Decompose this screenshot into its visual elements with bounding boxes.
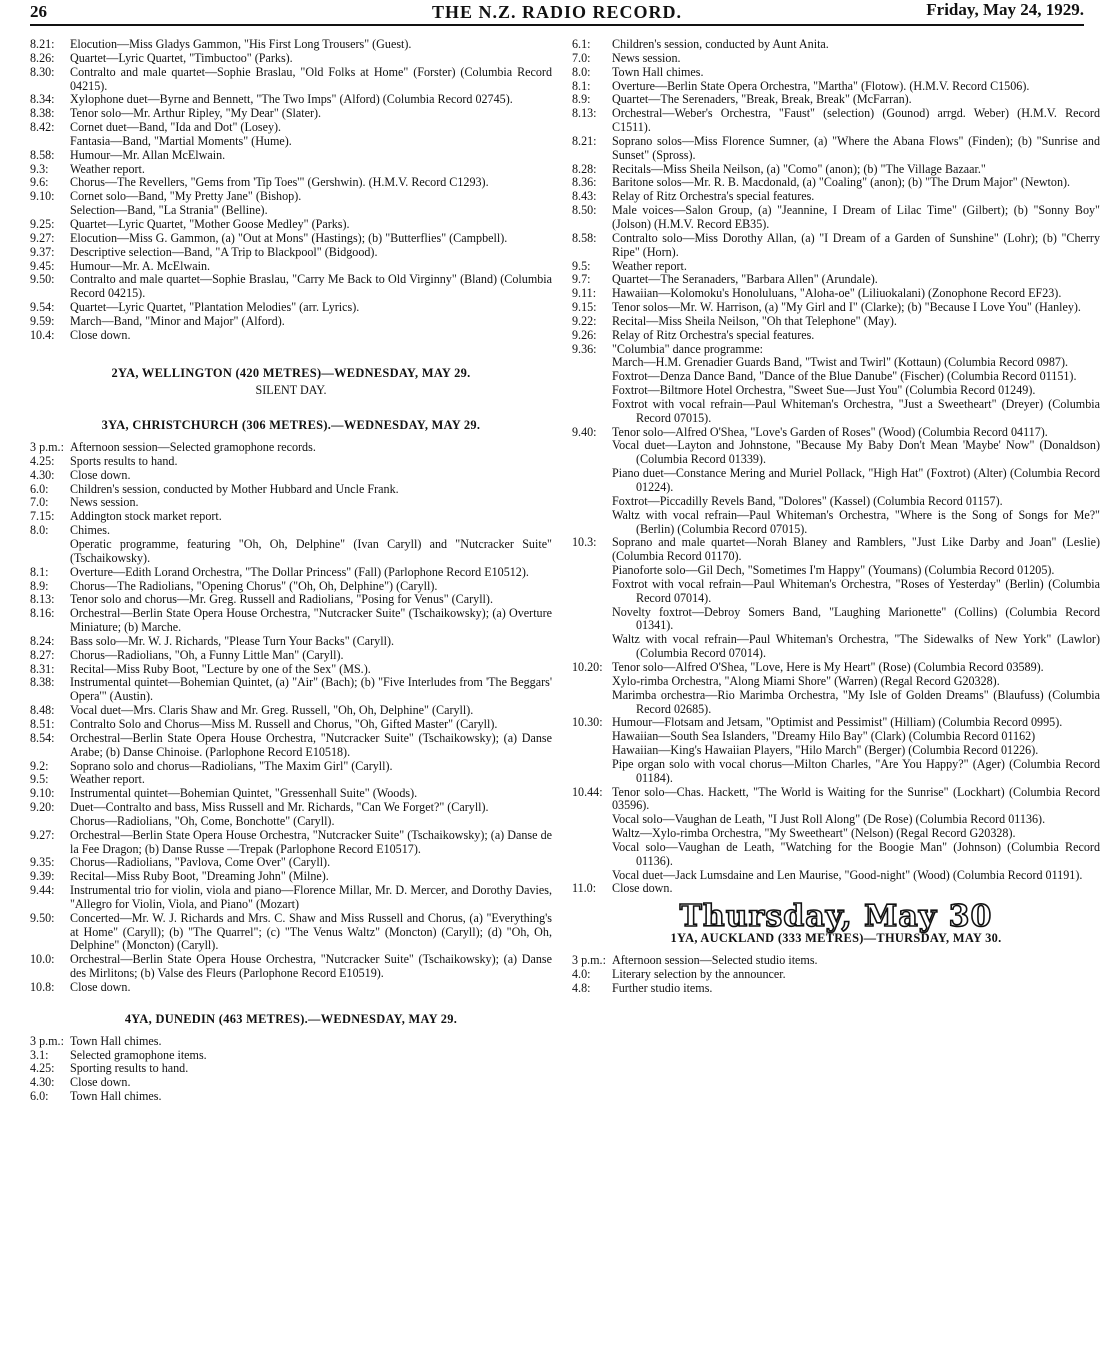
entry-text: Contralto and male quartet—Sophie Braslau, "Old Folks at Home" (Forster) (Columbia Record 04215). [70, 64, 552, 93]
schedule-entry [30, 190, 552, 204]
entry-text: Soprano solo and chorus—Radiolians, "The Maxim Girl" (Caryll). [70, 758, 393, 773]
entry-time: 9.2: [30, 758, 49, 773]
after-1030-list [572, 730, 1100, 785]
schedule-subentry: Hawaiian—South Sea Islanders, "Dreamy Hilo Bay" (Clark) (Columbia Record 01162) [612, 729, 1036, 744]
entry-time: 8.21: [30, 37, 55, 51]
schedule-subentry: Pianoforte solo—Gil Dech, "Sometimes I'm Happy" (Youmans) (Columbia Record 01205). [612, 563, 1055, 578]
entry-time: 3 p.m.: [30, 440, 64, 455]
schedule-entry [30, 787, 552, 801]
entry-text: Chorus—The Radiolians, "Opening Chorus" ("Oh, Oh, Delphine") (Caryll). [70, 578, 438, 593]
entry-time: 8.0: [30, 523, 49, 538]
entry-text: Quartet—Lyric Quartet, "Plantation Melodies" (arr. Lyrics). [70, 300, 360, 315]
entry-time: 9.25: [30, 216, 55, 231]
entry-text: Relay of Ritz Orchestra's special features. [612, 327, 815, 342]
schedule-entry [30, 649, 552, 663]
entry-time: 4.30: [30, 467, 55, 482]
entry-1020 [572, 661, 1100, 675]
schedule-entry [30, 607, 552, 635]
entry-time: 8.54: [30, 730, 55, 745]
entry-text: Vocal duet—Mrs. Claris Shaw and Mr. Greg. Russell, "Oh, Oh, Delphine" (Caryll). [70, 703, 474, 718]
schedule-entry [572, 426, 1100, 440]
entry-time: 8.9: [572, 92, 591, 107]
entry-time: 3 p.m.: [30, 1033, 64, 1048]
schedule-entry [30, 566, 552, 580]
schedule-subentry: Vocal duet—Layton and Johnstone, "Because My Baby Don't Mean 'Maybe' Now" (Donaldson) (Columbia Record 01339). [612, 438, 1100, 467]
entry-time: 9.3: [30, 161, 49, 176]
schedule-entry [572, 107, 1100, 135]
dunedin-heading: 4YA, DUNEDIN (463 METRES).—WEDNESDAY, MAY 29. [124, 1011, 458, 1026]
entry-time: 10.44: [572, 784, 603, 799]
entry-text: Orchestral—Berlin State Opera House Orchestra, "Nutcracker Suite" (Tschaikowsky); (a) Danse de la Fee Dragon; (b) Danse Russe —Trepak (Parlophone Record E10517). [70, 827, 552, 856]
entry-time: 4.0: [572, 966, 591, 981]
entry-time: 9.44: [30, 883, 55, 898]
entry-text: Fantasia—Band, "Martial Moments" (Hume). [70, 133, 292, 148]
schedule-entry [30, 121, 552, 135]
entry-time: 4.8: [572, 980, 591, 995]
entry-text: Overture—Edith Lorand Orchestra, "The Dollar Princess" (Fall) (Parlophone Record E10512). [70, 564, 529, 579]
schedule-entry [572, 343, 1100, 357]
entry-text: Overture—Berlin State Opera Orchestra, "Martha" (Flotow). (H.M.V. Record C1506). [612, 78, 1030, 93]
schedule-entry [30, 884, 552, 912]
entry-text: Quartet—The Seranaders, "Barbara Allen" (Arundale). [612, 272, 878, 287]
schedule-entry [30, 856, 552, 870]
schedule-subentry: Xylo-rimba Orchestra, "Along Miami Shore" (Warren) (Regal Record G20328). [612, 673, 1000, 688]
schedule-entry [30, 704, 552, 718]
entry-text: Recital—Miss Sheila Neilson, "Oh that Telephone" (May). [612, 313, 897, 328]
schedule-entry [572, 315, 1100, 329]
entry-time: 8.38: [30, 675, 55, 690]
schedule-entry [30, 663, 552, 677]
wellington-note: SILENT DAY. [255, 383, 327, 398]
schedule-entry [30, 870, 552, 884]
entry-text: Town Hall chimes. [70, 1033, 162, 1048]
entry-text: Soprano and male quartet—Norah Blaney and Ramblers, "Just Like Darby and Joan" (Leslie) (Columbia Record 01170). [612, 535, 1100, 564]
entry-time: 8.21: [572, 133, 597, 148]
entry-text: Humour—Mr. Allan McElwain. [70, 147, 226, 162]
columbia-list [572, 356, 1100, 425]
entry-text: Close down. [612, 881, 673, 896]
entry-text: Selection—Band, "La Strania" (Belline). [70, 203, 268, 218]
schedule-entry [30, 760, 552, 774]
schedule-entry [30, 524, 552, 538]
entry-time: 9.37: [30, 244, 55, 259]
entry-text: Recital—Miss Ruby Boot, "Lecture by one of the Sex" (MS.). [70, 661, 371, 676]
schedule-subentry: Waltz—Xylo-rimba Orchestra, "My Sweetheart" (Nelson) (Regal Record G20328). [612, 826, 1016, 841]
entry-text: Close down. [70, 980, 131, 994]
schedule-subentry: Marimba orchestra—Rio Marimba Orchestra, "My Isle of Golden Dreams" (Blaufuss) (Columbia Record 02685). [612, 687, 1100, 716]
schedule-entry [572, 287, 1100, 301]
schedule-subentry: Foxtrot—Denza Dance Band, "Dance of the Blue Danube" (Fischer) (Columbia Record 01151). [612, 369, 1077, 384]
schedule-entry [572, 786, 1100, 814]
entry-time: 8.13: [572, 106, 597, 121]
schedule-subentry: Foxtrot with vocal refrain—Paul Whiteman's Orchestra, "Roses of Yesterday" (Berlin) (Columbia Record 07014). [612, 576, 1100, 605]
entry-text: Chorus—Radiolians, "Oh, Come, Bonchotte" (Caryll). [70, 813, 335, 828]
entry-text: Contralto Solo and Chorus—Miss M. Russell and Chorus, "Oh, Gifted Master" (Caryll). [70, 716, 498, 731]
entry-time: 9.22: [572, 313, 597, 328]
right-top-list [572, 38, 1100, 356]
entry-text: Children's session, conducted by Mother Hubbard and Uncle Frank. [70, 481, 399, 496]
entry-time: 8.34: [30, 92, 55, 107]
entry-time: 3 p.m.: [572, 953, 606, 967]
schedule-entry [30, 1062, 552, 1076]
entry-text: Humour—Flotsam and Jetsam, "Optimist and Pessimist" (Hilliam) (Columbia Record 0995). [612, 715, 1063, 730]
entry-time: 9.26: [572, 327, 597, 342]
entry-text: Sporting results to hand. [70, 1061, 189, 1076]
schedule-entry [572, 66, 1100, 80]
entry-text: Chorus—The Revellers, "Gems from 'Tip Toes'" (Gershwin). (H.M.V. Record C1293). [70, 175, 489, 190]
entry-text: Town Hall chimes. [70, 1089, 162, 1104]
entry-time: 9.27: [30, 827, 55, 842]
schedule-entry [30, 273, 552, 301]
schedule-entry [30, 718, 552, 732]
auckland-list [572, 954, 1100, 996]
entry-time: 9.5: [30, 772, 49, 787]
schedule-entry [572, 93, 1100, 107]
entry-text: Orchestral—Berlin State Opera House Orchestra, "Nutcracker Suite" (Tschaikowsky); (a) Danse Arabe; (b) Danse Chinoise. (Parlophone Record E10518). [70, 730, 552, 759]
entry-text: Elocution—Miss G. Gammon, (a) "Out at Mons" (Hastings); (b) "Butterflies" (Campbell). [70, 230, 508, 245]
page-number: 26 [30, 2, 47, 21]
entry-time: 4.25: [30, 453, 55, 468]
schedule-subentry: March—H.M. Grenadier Guards Band, "Twist and Twirl" (Kottaun) (Columbia Record 0987). [612, 355, 1069, 370]
entry-text: Weather report. [70, 772, 145, 787]
schedule-entry [572, 135, 1100, 163]
schedule-entry [572, 190, 1100, 204]
entry-time: 8.58: [30, 147, 55, 162]
entry-text: Weather report. [612, 258, 687, 273]
schedule-entry [30, 135, 552, 149]
entry-time: 8.50: [572, 203, 597, 218]
schedule-entry [572, 882, 1100, 896]
entry-text: Instrumental quintet—Bohemian Quintet, "Gressenhall Suite" (Woods). [70, 786, 418, 801]
entry-text: News session. [612, 50, 681, 65]
after-1044-list [572, 813, 1100, 882]
schedule-entry [30, 676, 552, 704]
after-940-list [572, 439, 1100, 536]
schedule-entry [30, 38, 552, 52]
left-column [30, 38, 552, 1104]
schedule-entry [30, 329, 552, 343]
entry-text: Afternoon session—Selected studio items. [612, 953, 818, 967]
schedule-entry [30, 538, 552, 566]
entry-time: 9.20: [30, 800, 55, 815]
entry-time: 8.28: [572, 161, 597, 176]
entry-text: Addington stock market report. [70, 509, 222, 524]
entry-text: Tenor solo—Alfred O'Shea, "Love's Garden of Roses" (Wood) (Columbia Record 04117). [612, 424, 1048, 439]
entry-103 [572, 536, 1100, 564]
issue-date: Friday, May 24, 1929. [926, 0, 1084, 19]
auckland-heading: 1YA, AUCKLAND (333 METRES)—THURSDAY, MAY 30. [670, 931, 1002, 946]
schedule-entry [30, 801, 552, 815]
entry-time: 9.10: [30, 189, 55, 204]
entry-text: Contralto and male quartet—Sophie Braslau, "Carry Me Back to Old Virginny" (Bland) (Columbia Record 04215). [70, 272, 552, 301]
entry-text: Contralto solo—Miss Dorothy Allan, (a) "I Dream of a Garden of Sunshine" (Lohr); (b) "Cherry Ripe" (Horn). [612, 230, 1100, 259]
schedule-entry [572, 329, 1100, 343]
entry-time: 10.4: [30, 327, 55, 342]
schedule-entry [30, 510, 552, 524]
entry-time: 6.0: [30, 1089, 49, 1104]
entry-text: Quartet—The Serenaders, "Break, Break, Break" (McFarran). [612, 92, 912, 107]
entry-time: 8.58: [572, 230, 597, 245]
entry-time: 6.0: [30, 481, 49, 496]
entry-time: 9.50: [30, 910, 55, 925]
entry-time: 8.36: [572, 175, 597, 190]
entry-text: Chorus—Radiolians, "Oh, a Funny Little Man" (Caryll). [70, 647, 344, 662]
entry-text: Baritone solos—Mr. R. B. Macdonald, (a) "Coaling" (anon); (b) "The Drum Major" (Newton). [612, 175, 1071, 190]
schedule-entry [572, 716, 1100, 730]
entry-time: 9.39: [30, 869, 55, 884]
entry-time: 4.30: [30, 1075, 55, 1090]
entry-text: March—Band, "Minor and Major" (Alford). [70, 313, 285, 328]
entry-text: Tenor solo—Alfred O'Shea, "Love, Here is My Heart" (Rose) (Columbia Record 03589). [612, 659, 1044, 674]
entry-time: 9.5: [572, 258, 591, 273]
schedule-entry [30, 1090, 552, 1104]
schedule-subentry: Vocal solo—Vaughan de Leath, "Watching for the Boogie Man" (Johnson) (Columbia Record 01136). [612, 839, 1100, 868]
wellington-heading: 2YA, WELLINGTON (420 METRES)—WEDNESDAY, MAY 29. [111, 365, 471, 380]
page-header [30, 0, 1084, 26]
entry-time: 7.0: [30, 495, 49, 510]
schedule-entry [30, 593, 552, 607]
entry-time: 7.15: [30, 509, 55, 524]
entry-time: 8.31: [30, 661, 55, 676]
schedule-entry [30, 953, 552, 981]
entry-text: Weather report. [70, 161, 145, 176]
entry-text: Close down. [70, 327, 131, 342]
entry-110 [572, 882, 1100, 896]
schedule-subentry: Waltz with vocal refrain—Paul Whiteman's Orchestra, "Where is the Song of Songs for Me?" (Berlin) (Columbia Record 07015). [612, 507, 1100, 536]
entry-time: 9.15: [572, 300, 597, 315]
left-top-list [30, 38, 552, 343]
schedule-subentry: Piano duet—Constance Mering and Muriel Pollack, "High Hat" (Foxtrot) (Alter) (Columbia Record 01224). [612, 466, 1100, 494]
schedule-entry [30, 204, 552, 218]
entry-text: Relay of Ritz Orchestra's special features. [612, 189, 815, 204]
entry-text: Sports results to hand. [70, 453, 178, 468]
entry-text: Literary selection by the announcer. [612, 966, 786, 981]
entry-time: 9.40: [572, 424, 597, 439]
entry-text: Instrumental quintet—Bohemian Quintet, (a) "Air" (Bach); (b) "Five Interludes from 'The Beggars' Opera'" (Austin). [70, 675, 552, 704]
after-1020-list [572, 675, 1100, 717]
schedule-entry [30, 773, 552, 787]
entry-text: Recitals—Miss Sheila Neilson, (a) "Como" (anon); (b) "The Village Bazaar." [612, 161, 986, 176]
schedule-entry [572, 982, 1100, 996]
entry-time: 11.0: [572, 881, 597, 896]
entry-text: Instrumental trio for violin, viola and piano—Florence Millar, Mr. D. Mercer, and Dorothy Davies, "Allegro for Violin, Viola, and Piano" (Mozart) [70, 883, 552, 911]
thursday-title: Thursday, May 30 [679, 899, 993, 935]
entry-time: 8.42: [30, 120, 55, 135]
entry-text: Orchestral—Berlin State Opera House Orchestra, "Nutcracker Suite" (Tschaikowsky); (a) Overture Miniature; (b) Marche. [70, 606, 552, 635]
schedule-entry [30, 635, 552, 649]
entry-text: Humour—Mr. A. McElwain. [70, 258, 211, 273]
entry-time: 10.20: [572, 659, 603, 674]
entry-time: 8.51: [30, 716, 55, 731]
entry-time: 9.59: [30, 313, 55, 328]
schedule-entry [572, 536, 1100, 564]
schedule-subentry: Foxtrot with vocal refrain—Paul Whiteman's Orchestra, "Just a Sweetheart" (Dreyer) (Columbia Record 07015). [612, 396, 1100, 425]
entry-text: Quartet—Lyric Quartet, "Mother Goose Medley" (Parks). [70, 216, 350, 231]
entry-time: 9.54: [30, 300, 55, 315]
schedule-entry [572, 273, 1100, 287]
entry-text: Tenor solos—Mr. W. Harrison, (a) "My Girl and I" (Clarke); (b) "Because I Love You" (Hanley). [612, 300, 1081, 315]
entry-time: 10.3: [572, 535, 597, 550]
schedule-entry [30, 815, 552, 829]
entry-text: Afternoon session—Selected gramophone records. [70, 440, 316, 455]
schedule-entry [30, 580, 552, 594]
schedule-entry [30, 469, 552, 483]
entry-text: Duet—Contralto and bass, Miss Russell and Mr. Richards, "Can We Forget?" (Caryll). [70, 800, 489, 815]
entry-text: Tenor solo and chorus—Mr. Greg. Russell and Radiolians, "Posing for Venus" (Caryll). [70, 592, 493, 607]
entry-time: 7.0: [572, 50, 591, 65]
entry-text: Xylophone duet—Byrne and Bennett, "The Two Imps" (Alford) (Columbia Record 02745). [70, 92, 513, 107]
schedule-entry [30, 176, 552, 190]
entry-time: 8.38: [30, 106, 55, 121]
entry-text: Male voices—Salon Group, (a) "Jeannine, I Dream of Lilac Time" (Gilbert); (b) "Sonny Boy" (Jolson) (H.M.V. Record EB35). [612, 203, 1100, 231]
entry-time: 8.26: [30, 50, 55, 65]
entry-text: Chimes. [70, 523, 110, 538]
entry-time: 8.9: [30, 578, 49, 593]
entry-text: Cornet duet—Band, "Ida and Dot" (Losey). [70, 120, 282, 135]
schedule-entry [30, 107, 552, 121]
schedule-entry [30, 232, 552, 246]
entry-time: 8.48: [30, 703, 55, 718]
entry-time: 9.11: [572, 286, 597, 301]
entry-text: Further studio items. [612, 980, 713, 995]
entry-time: 8.30: [30, 64, 55, 79]
schedule-entry [30, 441, 552, 455]
schedule-entry [572, 163, 1100, 177]
schedule-entry [30, 912, 552, 954]
schedule-entry [30, 301, 552, 315]
schedule-entry [572, 301, 1100, 315]
entry-time: 9.10: [30, 786, 55, 801]
entry-text: Close down. [70, 467, 131, 482]
publication-title: THE N.Z. RADIO RECORD. [431, 2, 683, 22]
right-column [572, 38, 1100, 996]
entry-time: 9.50: [30, 272, 55, 287]
schedule-entry [30, 455, 552, 469]
entry-text: Tenor solo—Chas. Hackett, "The World is Waiting for the Sunrise" (Lockhart) (Columbia Record 03596). [612, 784, 1100, 813]
entry-time: 8.43: [572, 189, 597, 204]
schedule-entry [30, 315, 552, 329]
schedule-subentry: Foxtrot—Biltmore Hotel Orchestra, "Sweet Sue—Just You" (Columbia Record 01249). [612, 383, 1036, 398]
schedule-entry [572, 52, 1100, 66]
schedule-entry [30, 496, 552, 510]
entry-time: 10.8: [30, 980, 55, 994]
entry-time: 9.45: [30, 258, 55, 273]
schedule-entry [30, 218, 552, 232]
entry-text: Children's session, conducted by Aunt Anita. [612, 37, 829, 51]
schedule-entry [30, 981, 552, 995]
entry-text: Tenor solo—Mr. Arthur Ripley, "My Dear" (Slater). [70, 106, 322, 121]
entry-1030 [572, 716, 1100, 730]
entry-text: Selected gramophone items. [70, 1047, 207, 1062]
schedule-entry [572, 38, 1100, 52]
entry-time: 9.6: [30, 175, 49, 190]
entry-text: Descriptive selection—Band, "A Trip to Blackpool" (Bidgood). [70, 244, 378, 259]
entry-text: "Columbia" dance programme: [612, 341, 763, 356]
entry-time: 3.1: [30, 1047, 49, 1062]
entry-time: 8.1: [572, 78, 591, 93]
entry-text: Quartet—Lyric Quartet, "Timbuctoo" (Parks). [70, 50, 293, 65]
entry-text: Chorus—Radiolians, "Pavlova, Come Over" (Caryll). [70, 855, 331, 870]
entry-text: Bass solo—Mr. W. J. Richards, "Please Turn Your Backs" (Caryll). [70, 633, 394, 648]
schedule-entry [30, 732, 552, 760]
schedule-subentry: Pipe organ solo with vocal chorus—Milton Charles, "Are You Happy?" (Ager) (Columbia Record 01184). [612, 756, 1100, 785]
schedule-entry [30, 1076, 552, 1090]
entry-time: 8.13: [30, 592, 55, 607]
entry-1044 [572, 786, 1100, 814]
entry-text: Town Hall chimes. [612, 64, 704, 79]
entry-940 [572, 426, 1100, 440]
schedule-subentry: Vocal duet—Jack Lumsdaine and Len Maurise, "Good-night" (Wood) (Columbia Record 01191). [612, 867, 1083, 882]
entry-time: 9.35: [30, 855, 55, 870]
entry-time: 8.1: [30, 564, 49, 579]
entry-text: Operatic programme, featuring "Oh, Oh, Delphine" (Ivan Caryll) and "Nutcracker Suite" (Tschaikowsky). [70, 537, 552, 565]
schedule-entry [30, 52, 552, 66]
entry-text: Elocution—Miss Gladys Gammon, "His First Long Trousers" (Guest). [70, 37, 412, 51]
entry-text: Cornet solo—Band, "My Pretty Jane" (Bishop). [70, 189, 302, 204]
entry-time: 9.27: [30, 230, 55, 245]
schedule-entry [30, 1035, 552, 1049]
schedule-entry [30, 66, 552, 94]
schedule-entry [30, 149, 552, 163]
entry-time: 10.30: [572, 715, 603, 730]
entry-time: 8.24: [30, 633, 55, 648]
entry-time: 6.1: [572, 37, 591, 51]
entry-text: Orchestral—Weber's Orchestra, "Faust" (selection) (Gounod) arrgd. Weber) (H.M.V. Record C1511). [612, 106, 1100, 135]
after-103-list [572, 564, 1100, 661]
entry-time: 8.27: [30, 647, 55, 662]
schedule-entry [30, 483, 552, 497]
schedule-entry [572, 232, 1100, 260]
schedule-entry [30, 260, 552, 274]
entry-text: Close down. [70, 1075, 131, 1090]
schedule-entry [30, 93, 552, 107]
schedule-subentry: Waltz with vocal refrain—Paul Whiteman's Orchestra, "The Sidewalks of New York" (Lawlor) (Columbia Record 07014). [612, 632, 1100, 661]
entry-text: Recital—Miss Ruby Boot, "Dreaming John" (Milne). [70, 869, 329, 884]
schedule-entry [572, 80, 1100, 94]
schedule-entry [572, 176, 1100, 190]
entry-time: 8.16: [30, 606, 55, 621]
entry-text: Orchestral—Berlin State Opera House Orchestra, "Nutcracker Suite" (Tschaikowsky); (a) Danse des Mirlitons; (b) Valse des Fleurs (Parlophone Record E10519). [70, 952, 552, 981]
schedule-subentry: Novelty foxtrot—Debroy Somers Band, "Laughing Marionette" (Collins) (Columbia Record 01341). [612, 604, 1100, 633]
entry-time: 9.36: [572, 341, 597, 356]
schedule-entry [30, 163, 552, 177]
entry-time: 10.0: [30, 952, 55, 967]
schedule-entry [572, 661, 1100, 675]
schedule-subentry: Hawaiian—King's Hawaiian Players, "Hilo March" (Berger) (Columbia Record 01226). [612, 743, 1039, 758]
entry-time: 4.25: [30, 1061, 55, 1076]
entry-text: Soprano solos—Miss Florence Sumner, (a) "Where the Abana Flows" (Finden); (b) "Sunrise and Sunset" (Spross). [612, 133, 1100, 162]
schedule-entry [572, 968, 1100, 982]
schedule-entry [572, 954, 1100, 968]
entry-text: Hawaiian—Kolomoku's Honoluluans, "Aloha-oe" (Liliuokalani) (Zonophone Record EF23). [612, 286, 1062, 301]
christchurch-heading: 3YA, CHRISTCHURCH (306 METRES).—WEDNESDAY, MAY 29. [101, 418, 481, 433]
dunedin-list [30, 1035, 552, 1104]
entry-text: News session. [70, 495, 139, 510]
entry-time: 9.7: [572, 272, 591, 287]
schedule-entry [572, 260, 1100, 274]
schedule-subentry: Foxtrot—Piccadilly Revels Band, "Dolores" (Kassel) (Columbia Record 01157). [612, 493, 1003, 508]
schedule-entry [572, 204, 1100, 232]
christchurch-list [30, 441, 552, 995]
entry-text: Concerted—Mr. W. J. Richards and Mrs. C. Shaw and Miss Russell and Chorus, (a) "Everything's at Home" (Caryll); (b) "The Quarrel"; (c) "The Venus Waltz" (Moncton) (Caryll); (d) "Oh, Oh, Delphine" (Moncton) (Caryll). [70, 910, 552, 953]
schedule-entry [30, 1049, 552, 1063]
schedule-subentry: Vocal solo—Vaughan de Leath, "I Just Roll Along" (De Rose) (Columbia Record 01136). [612, 812, 1046, 827]
schedule-entry [30, 829, 552, 857]
entry-time: 8.0: [572, 64, 591, 79]
schedule-entry [30, 246, 552, 260]
